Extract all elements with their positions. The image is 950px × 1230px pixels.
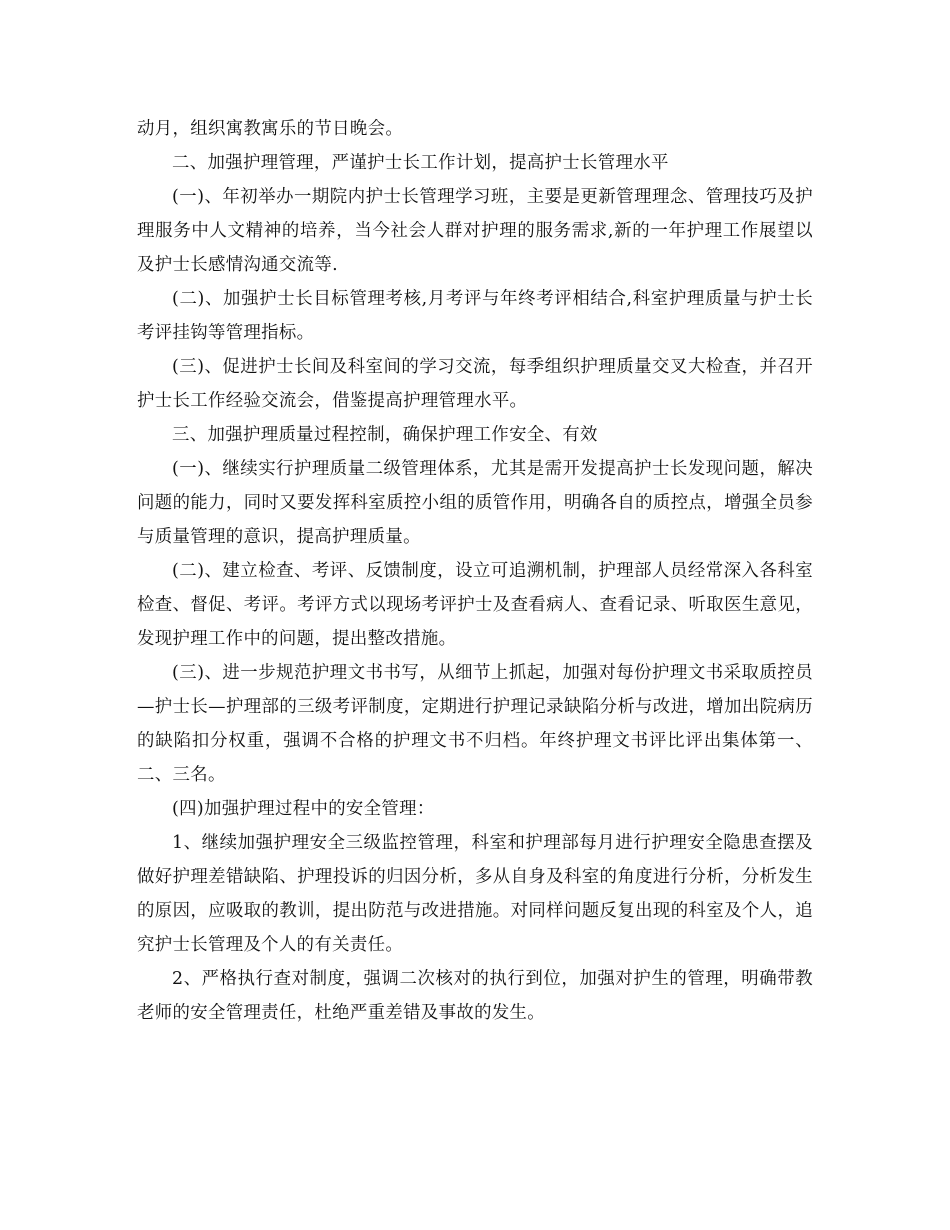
paragraph-continuation: 动月，组织寓教寓乐的节日晚会。: [137, 119, 404, 139]
paragraph-2-1: (一)、年初举办一期院内护士长管理学习班，主要是更新管理理念、管理技巧及护理服务中人文精神的培养，当今社会人群对护理的服务需求,新的一年护理工作展望以及护士长感情沟通交流等.: [137, 187, 813, 275]
paragraph-2-3: (三)、促进护士长间及科室间的学习交流，每季组织护理质量交叉大检查，并召开护士长工作经验交流会，借鉴提高护理管理水平。: [137, 357, 813, 411]
subsection-heading-3-4: (四)加强护理过程中的安全管理：: [172, 799, 435, 819]
paragraph-3-2: (二)、建立检查、考评、反馈制度，设立可追溯机制，护理部人员经常深入各科室检查、督促、考评。考评方式以现场考评护士及查看病人、查看记录、听取医生意见，发现护理工作中的问题，提出整改措施。: [137, 561, 813, 649]
paragraph-2-2: (二)、加强护士长目标管理考核,月考评与年终考评相结合,科室护理质量与护士长考评挂钩等管理指标。: [137, 289, 813, 343]
section-heading-3: 三、加强护理质量过程控制，确保护理工作安全、有效: [172, 425, 598, 445]
document-body: [137, 112, 813, 1030]
list-item-2: 2、严格执行查对制度，强调二次核对的执行到位，加强对护生的管理，明确带教老师的安全管理责任，杜绝严重差错及事故的发生。: [137, 969, 813, 1023]
paragraph-3-1: (一)、继续实行护理质量二级管理体系，尤其是需开发提高护士长发现问题，解决问题的能力，同时又要发挥科室质控小组的质管作用，明确各自的质控点，增强全员参与质量管理的意识，提高护理质量。: [137, 459, 813, 547]
paragraph-3-3: (三)、进一步规范护理文书书写，从细节上抓起，加强对每份护理文书采取质控员—护士长—护理部的三级考评制度，定期进行护理记录缺陷分析与改进，增加出院病历的缺陷扣分权重，强调不合格的护理文书不归档。年终护理文书评比评出集体第一、二、三名。: [137, 663, 813, 785]
list-item-1: 1、继续加强护理安全三级监控管理，科室和护理部每月进行护理安全隐患查摆及做好护理差错缺陷、护理投诉的归因分析，多从自身及科室的角度进行分析，分析发生的原因，应吸取的教训，提出防范与改进措施。对同样问题反复出现的科室及个人，追究护士长管理及个人的有关责任。: [137, 833, 813, 955]
section-heading-2: 二、加强护理管理，严谨护士长工作计划，提高护士长管理水平: [172, 153, 669, 173]
